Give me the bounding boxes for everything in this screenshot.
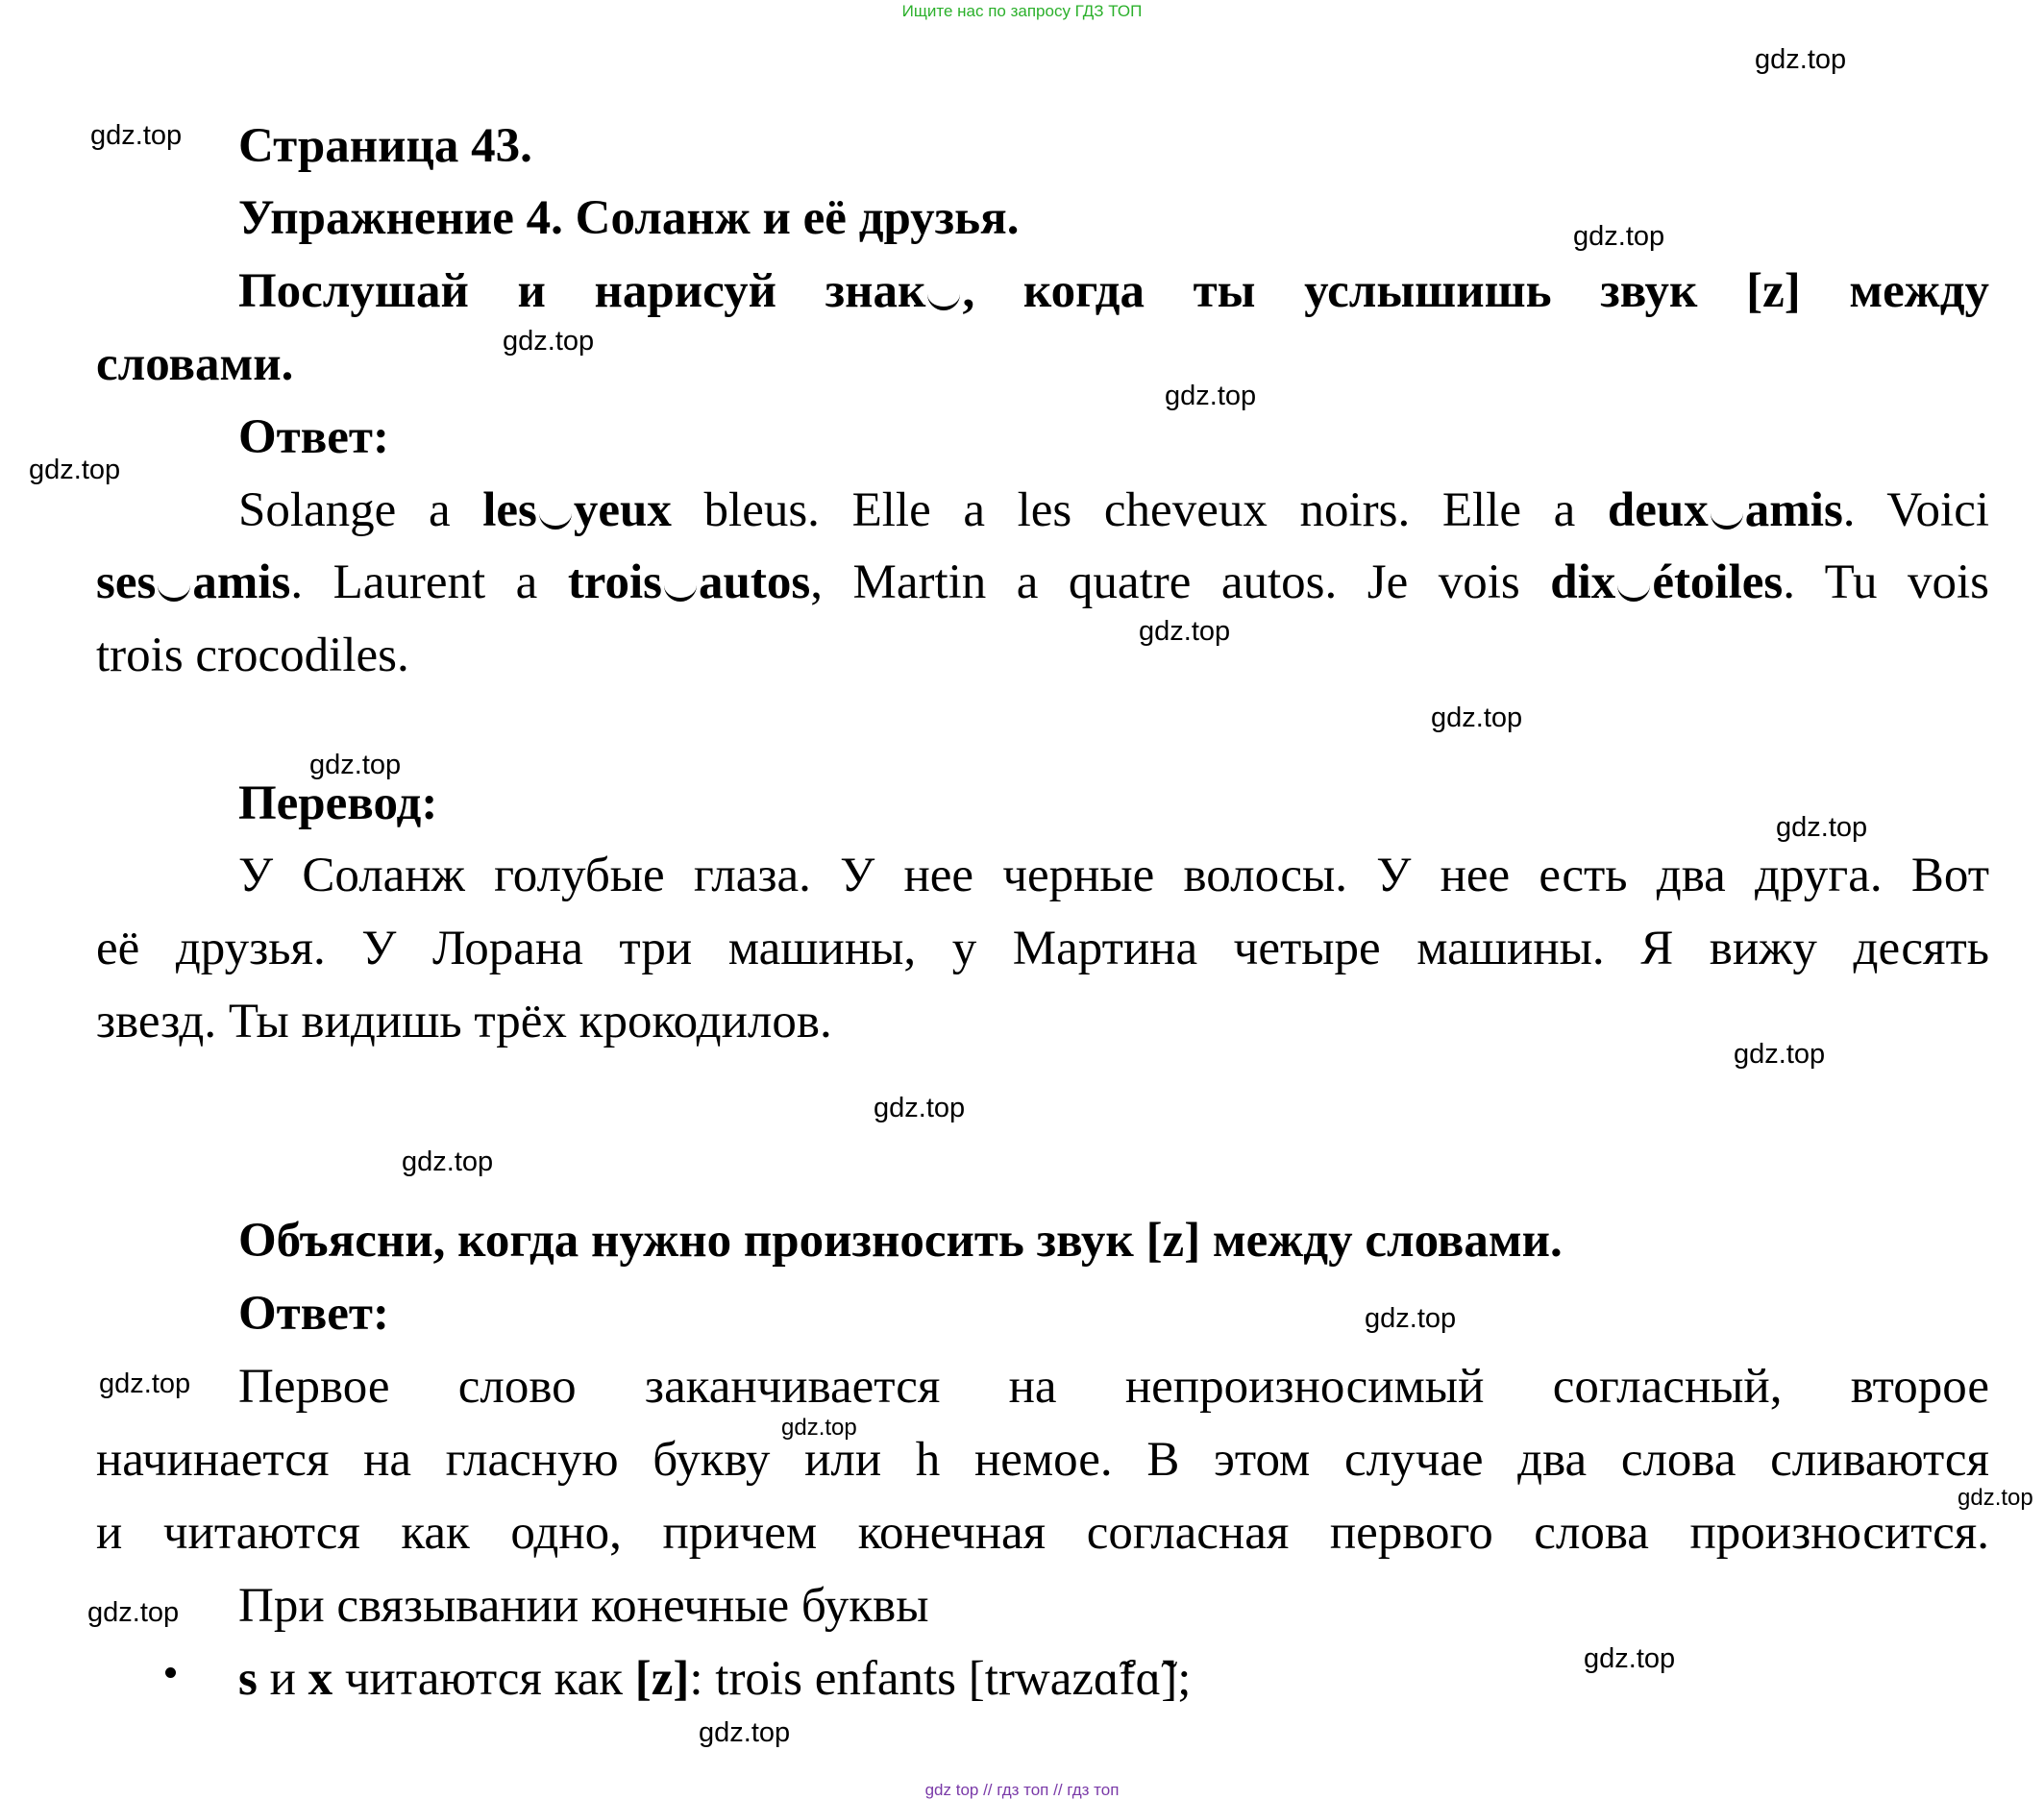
answer-label: Ответ: [238,410,389,464]
watermark: gdz.top [1365,1303,1457,1334]
watermark: gdz.top [29,455,121,485]
watermark: gdz.top [1431,703,1523,733]
top-banner[interactable]: Ищите нас по запросу ГДЗ ТОП [901,2,1143,20]
task2-question: Объясни, когда нужно произносить звук [z] между словами. [238,1214,1563,1268]
watermark: gdz.top [1139,616,1231,647]
watermark: gdz.top [309,750,402,780]
footer-links[interactable]: gdz top // гдз топ // гдз топ [924,1781,1120,1799]
explanation-line: и читаются как одно, причем конечная согласная первого слова произносится. [96,1506,1989,1560]
watermark: gdz.top [1958,1485,2033,1511]
bullet-item: s и x читаются как [z]: trois enfants [trwazɑ̃fɑ̃]; [238,1652,1192,1706]
liaison-mark [927,293,960,310]
liaison-mark [1617,584,1650,602]
liaison-mark [664,584,697,602]
bullet-icon [165,1667,176,1678]
task-instruction-cont: словами. [96,337,294,391]
watermark: gdz.top [699,1717,791,1748]
translation-line: У Соланж голубые глаза. У нее черные волосы. У нее есть два друга. Вот [238,849,1989,902]
answer-line: Solange a les yeux bleus. Elle a les cheveux noirs. Elle a deux amis. Voici [238,483,1989,537]
answer-line: ses amis. Laurent a trois autos, Martin a quatre autos. Je vois dix étoiles. Tu vois [96,555,1989,609]
translation-label: Перевод: [238,777,438,830]
watermark: gdz.top [503,326,595,357]
watermark: gdz.top [1584,1643,1676,1674]
watermark: gdz.top [874,1093,966,1123]
watermark: gdz.top [781,1415,857,1441]
watermark: gdz.top [1734,1039,1826,1070]
watermark: gdz.top [90,120,183,151]
watermark: gdz.top [1165,381,1257,411]
liaison-mark [539,512,572,530]
liaison-mark [158,584,190,602]
watermark: gdz.top [1573,221,1665,252]
translation-line: её друзья. У Лорана три машины, у Мартина четыре машины. Я вижу десять [96,922,1989,975]
watermark: gdz.top [99,1368,191,1399]
liaison-mark [1711,512,1743,530]
translation-line: звезд. Ты видишь трёх крокодилов. [96,995,832,1048]
explanation-line: Первое слово заканчивается на непроизносимый согласный, второе [238,1360,1989,1414]
watermark: gdz.top [1755,44,1847,75]
watermark: gdz.top [87,1597,180,1628]
page-title: Страница 43. [238,119,532,173]
explanation-line: начинается на гласную букву или h немое. В этом случае два слова сливаются [96,1433,1989,1487]
explanation-line: При связывании конечные буквы [238,1579,929,1633]
watermark: gdz.top [402,1147,494,1177]
watermark: gdz.top [1776,812,1868,843]
task-instruction: Послушай и нарисуй знак , когда ты услышишь звук [z] между [238,264,1990,318]
answer-label: Ответ: [238,1287,389,1341]
answer-line: trois crocodiles. [96,629,409,682]
exercise-title: Упражнение 4. Соланж и её друзья. [238,191,1020,245]
